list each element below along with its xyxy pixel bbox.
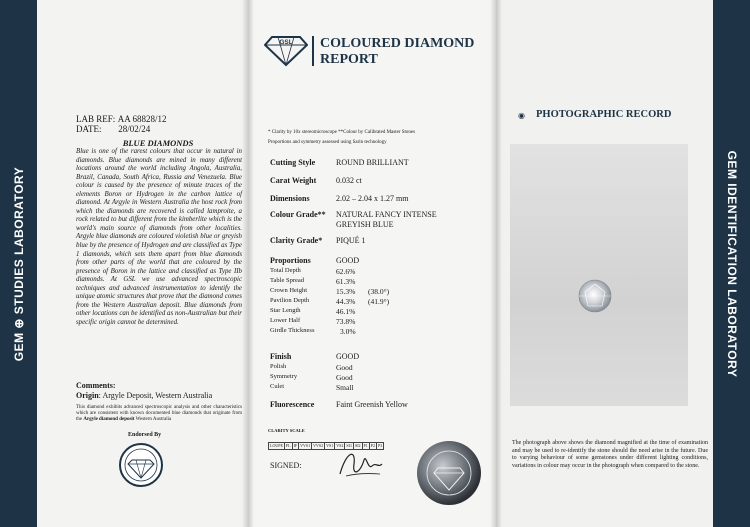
measurement-row: Star Length 46.1% — [270, 307, 356, 316]
report-title-line1: COLOURED DIAMOND — [320, 36, 475, 51]
right-panel — [496, 0, 750, 527]
clarity-note: * Clarity by 10x stereomicroscope **Colour by Calibrated Master Stones — [268, 130, 416, 135]
left-panel — [0, 0, 248, 527]
gsl-logo — [264, 33, 308, 67]
right-band-title: GEM IDENTIFICATION LABORATORY — [724, 150, 739, 377]
blue-diamonds-text: Blue is one of the rarest colours that occur in natural in diamonds. Blue diamonds are mined in many different locations around the world including Angola, Australia, Brazil, Canada, South Africa, Russia and Venezuela. Blue colour is caused by the presence of minute traces of the elements Boron or Hydrogen in the carbon lattice of diamond. At Argyle in Western Australia the host rock from which the diamonds are recovered is called lamproite, a rock related to but different from the kimberlite which is the world's main source of diamonds from other localities. Argyle blue diamonds are coloured violetish blue or greyish blue by the presence of Hydrogen and are classified as Type 1 diamonds, which sets them apart from blue diamonds from other parts of the world that are coloured by the presence of Boron in the lattice and classified as Type IIb diamonds. At GSL we use advanced spectroscopic techniques and advanced instrumentation to identify the unique atomic structures that prove that the diamond comes from the Western Australian deposit. Blue diamonds from other locations can be identified as non-Australian but their specific origin cannot be determined. — [76, 148, 242, 326]
scale-cell: FL — [285, 443, 291, 448]
endorsement-seal — [118, 442, 164, 488]
diamond-photo — [510, 144, 688, 406]
measurements-table — [270, 267, 470, 337]
measurement-row: Girdle Thickness 3.0% — [270, 327, 356, 336]
photo-caption: The photograph above shows the diamond magnified at the time of examination and may be used to re-identify the stone should the need arise in the future. Due to varying behaviour of some gemstones under different lighting conditions, variations in colour may occur in the photograph when compared to the stone. — [512, 440, 708, 469]
measurement-row: Crown Height 15.3% (38.0°) — [270, 287, 390, 296]
finish-row: Symmetry Good — [270, 373, 353, 382]
date: DATE: 28/02/24 — [76, 124, 151, 134]
lab-ref: LAB REF: AA 68828/12 — [76, 114, 167, 124]
scale-cell: IF — [293, 443, 298, 448]
clarity-scale-title: CLARITY SCALE — [268, 428, 305, 433]
photo-title: PHOTOGRAPHIC RECORD — [536, 109, 672, 120]
scale-cell: SI1 — [346, 443, 352, 448]
right-band — [713, 0, 750, 527]
scale-cell: LOUPE — [270, 443, 283, 448]
finish-table — [270, 363, 470, 393]
measurement-row: Total Depth 62.6% — [270, 267, 356, 276]
scale-cell: VVS1 — [300, 443, 311, 448]
comments-heading: Comments: — [76, 381, 116, 390]
scale-cell: P2 — [370, 443, 375, 448]
comments-note: This diamond exhibits advanced spectroscopic analysis and other characteristics which are consistent with known documented blue diamonds that originate from the Argyle diamond deposit Western Australia — [76, 405, 242, 422]
title-divider — [312, 36, 314, 66]
left-band-title: GEM ⊕ STUDIES LABORATORY — [11, 166, 26, 361]
scale-cell: VVS2 — [313, 443, 324, 448]
scale-cell: P1 — [363, 443, 368, 448]
signed-label: SIGNED: — [270, 461, 302, 470]
scale-cell: VS2 — [336, 443, 344, 448]
scale-cell: P3 — [378, 443, 383, 448]
measurement-row: Table Spread 61.3% — [270, 277, 356, 286]
hologram-seal — [416, 440, 482, 506]
signature — [336, 446, 386, 482]
measurement-row: Lower Half 73.8% — [270, 317, 356, 326]
finish-row: Polish Good — [270, 363, 353, 372]
center-panel: GSL COLOURED DIAMOND REPORT * Clarity by 10x stereomicroscope **Colour by Calibrated Master Stones Proportions and symmetry assessed using Sarin technology Cutting Style ROUND BRILLIANT Carat Weight 0.032 ct Dimensions 2.02 – 2.04 x 1.27 mm Colour Grade** NATURAL FANCY INTENSE GREYISH BLUE Clarity Grade* PIQUÉ 1 Proportions GOOD Total Depth 62.6% Table Spread 61.3% Crown Height 15.3% (38.0°) Pavilion Depth 44.3% (41.9°) Star Length 46.1% Lower Half 73.8% Girdle Thickness 3.0% Finish GOOD Polish Good Symmetry Good Culet Small Fluorescence Faint Greenish Yellow CLARITY SCALE LOUPE FL IF VVS1 VVS2 VS1 VS2 SI1 SI2 P1 P2 P3 SIGNED: — [248, 0, 496, 527]
scale-cell: VS1 — [326, 443, 334, 448]
blue-diamonds-heading: BLUE DIAMONDS — [122, 138, 194, 148]
scale-cell: SI2 — [354, 443, 361, 448]
measurement-row: Pavilion Depth 44.3% (41.9°) — [270, 297, 390, 306]
origin-line: Origin: Argyle Deposit, Western Australia — [76, 391, 213, 400]
endorsed-by: Endorsed By — [128, 432, 162, 438]
logo-text: GSL — [279, 39, 293, 46]
finish-row: Culet Small — [270, 383, 354, 392]
report-title-line2: REPORT — [320, 52, 378, 67]
left-band — [0, 0, 37, 527]
proportions-note: Proportions and symmetry assessed using Sarin technology — [268, 140, 387, 145]
photo-title-icon: ◉ — [518, 111, 525, 120]
